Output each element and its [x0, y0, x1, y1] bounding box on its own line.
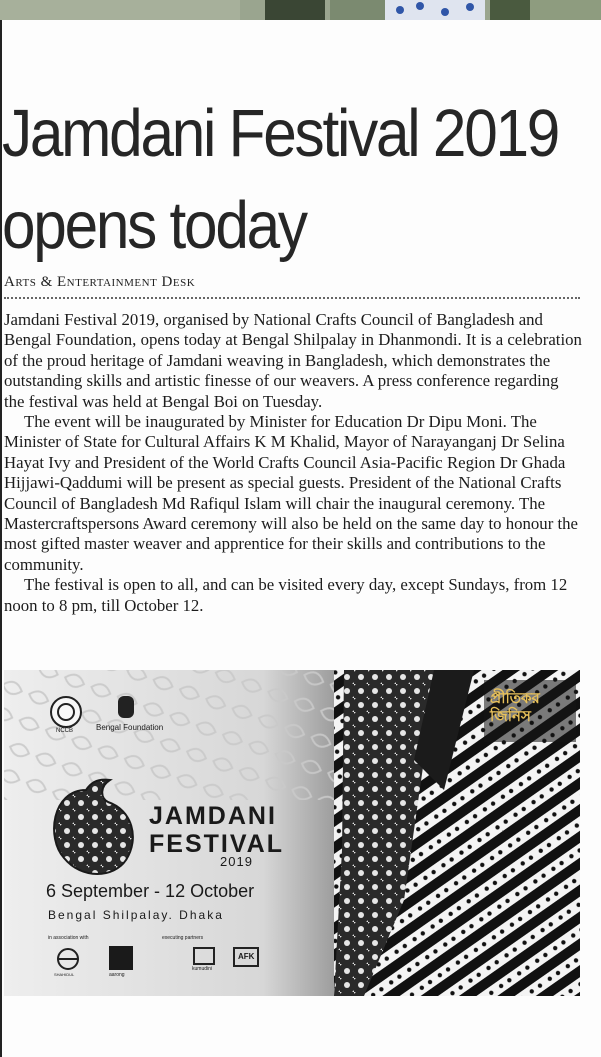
article-paragraph-3: The festival is open to all, and can be visited every day, except Sundays, from 12 noon to 8 pm, till October 12.: [4, 575, 568, 615]
article-paragraph-1: Jamdani Festival 2019, organised by National Crafts Council of Bangladesh and Bengal Foundation, opens today at Bengal Shilpalay in Dhanmondi. It is a celebration of the proud heritage of Jamdani weaving in Bangladesh, which demonstrates the outstanding skills and artistic finesse of our weavers. A press conference regarding the festival was held at Bengal Boi on Tuesday.: [4, 310, 582, 411]
poster-venue: Bengal Shilpalay. Dhaka: [48, 908, 224, 922]
article-body: [4, 310, 582, 616]
poster-sponsor-3: kumudini: [192, 966, 213, 972]
headline-line-2: opens today: [2, 188, 306, 263]
poster-sponsor-4: AFK: [238, 952, 255, 961]
poster-partner-label: executing partners: [162, 935, 204, 941]
poster-org-nccb: NCCB: [56, 728, 74, 734]
poster-bangla-mark: প্রীতিকর জিনিস: [490, 690, 540, 725]
poster-org-bengal-foundation: Bengal Foundation: [96, 723, 164, 732]
poster-association-label: in association with: [48, 935, 89, 941]
byline-desk: Arts & Entertainment Desk: [4, 274, 196, 290]
headline-line-1: Jamdani Festival 2019: [2, 96, 559, 171]
dotted-divider: [4, 297, 580, 299]
top-photo-strip: [0, 0, 601, 20]
poster-sponsor-2: aarong: [109, 972, 125, 978]
poster-title-festival: FESTIVAL: [149, 830, 284, 858]
article-paragraph-2: The event will be inaugurated by Minister for Education Dr Dipu Moni. The Minister of State for Cultural Affairs K M Khalid, Mayor of Narayanganj Dr Selina Hayat Ivy and President of the World Crafts Council Asia-Pacific Region Dr Ghada Hijjawi-Qaddumi will be present as special guests. President of the National Crafts Council of Bangladesh Md Rafiqul Islam will chair the inaugural ceremony. The Mastercraftspersons Award ceremony will also be held on the same day to honour the most gifted master weaver and apprentice for their skills and contributions to the community.: [4, 412, 578, 574]
poster-year: 2019: [220, 854, 253, 869]
festival-poster: [4, 670, 580, 996]
poster-title-jamdani: JAMDANI: [149, 802, 277, 830]
poster-sponsor-1: SHAHIDUL: [54, 972, 75, 977]
poster-dates: 6 September - 12 October: [46, 881, 255, 901]
article-headline: [2, 88, 559, 272]
